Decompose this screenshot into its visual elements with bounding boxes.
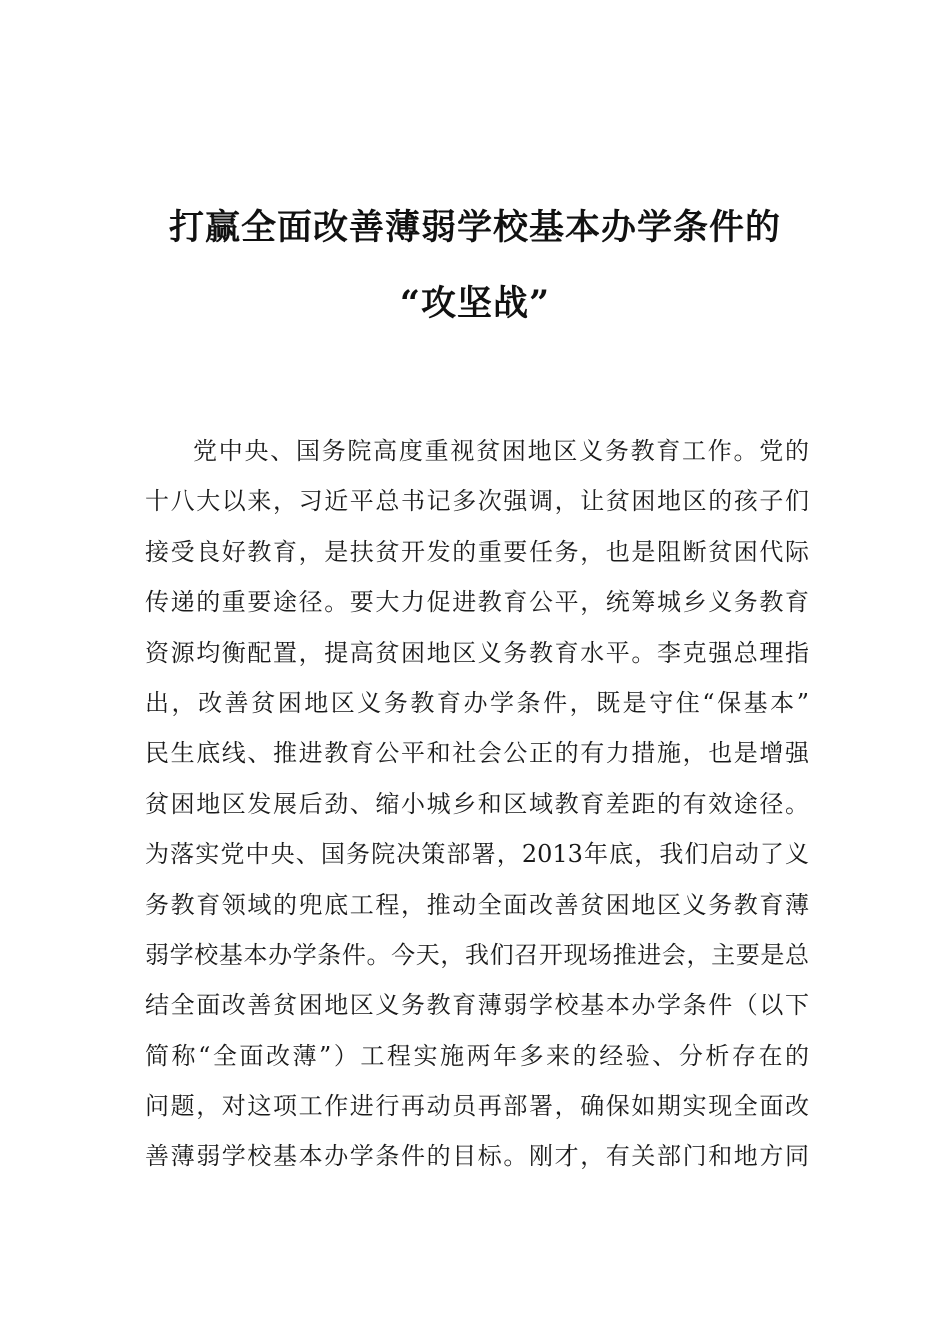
body-line: 传递的重要途径。要大力促进教育公平，统筹城乡义务教育 [145, 588, 809, 617]
body-line: 简称“全面改薄”）工程实施两年多来的经验、分析存在的 [145, 1041, 809, 1070]
body-line: 善薄弱学校基本办学条件的目标。刚才，有关部门和地方同 [145, 1142, 809, 1171]
body-line: 民生底线、推进教育公平和社会公正的有力措施，也是增强 [145, 739, 809, 768]
document-title-line-2: “攻坚战” [399, 283, 551, 324]
body-line: 出，改善贫困地区义务教育办学条件，既是守住“保基本” [145, 688, 809, 717]
body-line: 结全面改善贫困地区义务教育薄弱学校基本办学条件（以下 [145, 991, 809, 1020]
body-line: 问题，对这项工作进行再动员再部署，确保如期实现全面改 [145, 1092, 809, 1121]
body-line: 接受良好教育，是扶贫开发的重要任务，也是阻断贫困代际 [145, 537, 809, 566]
document-body [145, 426, 809, 1182]
body-line: 为落实党中央、国务院决策部署，2013年底，我们启动了义 [145, 840, 809, 869]
body-line: 党中央、国务院高度重视贫困地区义务教育工作。党的 [193, 437, 809, 465]
body-line: 资源均衡配置，提高贫困地区义务教育水平。李克强总理指 [145, 638, 809, 667]
body-line: 弱学校基本办学条件。今天，我们召开现场推进会，主要是总 [145, 940, 809, 969]
body-line: 务教育领域的兜底工程，推动全面改善贫困地区义务教育薄 [145, 890, 809, 919]
body-line: 十八大以来，习近平总书记多次强调，让贫困地区的孩子们 [145, 487, 809, 516]
document-title-line-1: 打赢全面改善薄弱学校基本办学条件的 [168, 207, 781, 248]
body-line: 贫困地区发展后劲、缩小城乡和区域教育差距的有效途径。 [145, 789, 809, 818]
